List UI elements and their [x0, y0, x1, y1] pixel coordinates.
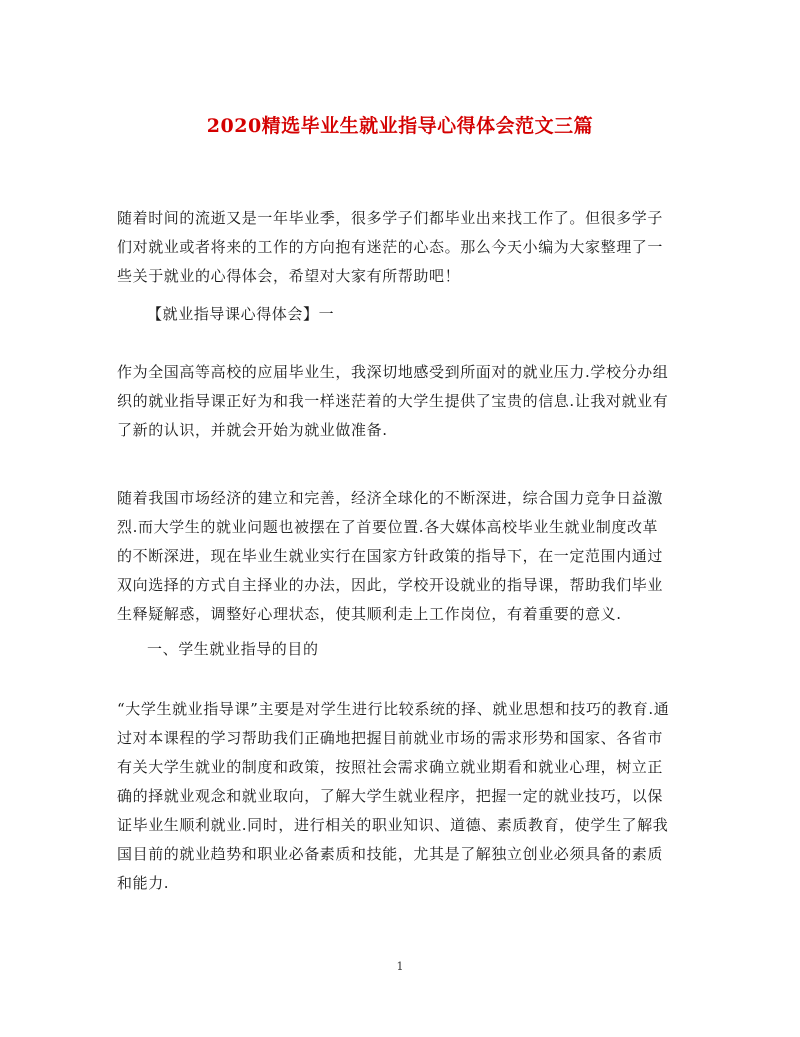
- body-paragraph-1: 作为全国高等高校的应届毕业生，我深切地感受到所面对的就业压力.学校分办组织的就业指导课正好为和我一样迷茫着的大学生提供了宝贵的信息.让我对就业有了新的认识，并就会开始为就业做准备.: [117, 363, 669, 439]
- section-heading: 【就业指导课心得体会】一: [147, 305, 335, 323]
- document-title: 2020精选毕业生就业指导心得体会范文三篇: [206, 115, 594, 137]
- subheading-purpose: 一、学生就业指导的目的: [147, 640, 319, 658]
- intro-paragraph: 随着时间的流逝又是一年毕业季，很多学子们都毕业出来找工作了。但很多学子们对就业或者将来的工作的方向抱有迷茫的心态。那么今天小编为大家整理了一些关于就业的心得体会，希望对大家有所帮助吧！: [117, 209, 664, 285]
- page-number: 1: [396, 960, 404, 973]
- body-paragraph-2: 随着我国市场经济的建立和完善，经济全球化的不断深进，综合国力竞争日益激烈.而大学生的就业问题也被摆在了首要位置.各大媒体高校毕业生就业制度改革的不断深进，现在毕业生就业实行在国家方针政策的指导下，在一定范围内通过双向选择的方式自主择业的办法，因此，学校开设就业的指导课，帮助我们毕业生释疑解惑，调整好心理状态，使其顺利走上工作岗位，有着重要的意义.: [117, 489, 664, 623]
- body-paragraph-3: “大学生就业指导课”主要是对学生进行比较系统的择、就业思想和技巧的教育.通过对本课程的学习帮助我们正确地把握目前就业市场的需求形势和国家、各省市有关大学生就业的制度和政策，按照社会需求确立就业期看和就业心理，树立正确的择就业观念和就业取向，了解大学生就业程序，把握一定的就业技巧，以保证毕业生顺利就业.同时，进行相关的职业知识、道德、素质教育，使学生了解我国目前的就业趋势和职业必备素质和技能，尤其是了解独立创业必须具备的素质和能力.: [117, 700, 670, 892]
